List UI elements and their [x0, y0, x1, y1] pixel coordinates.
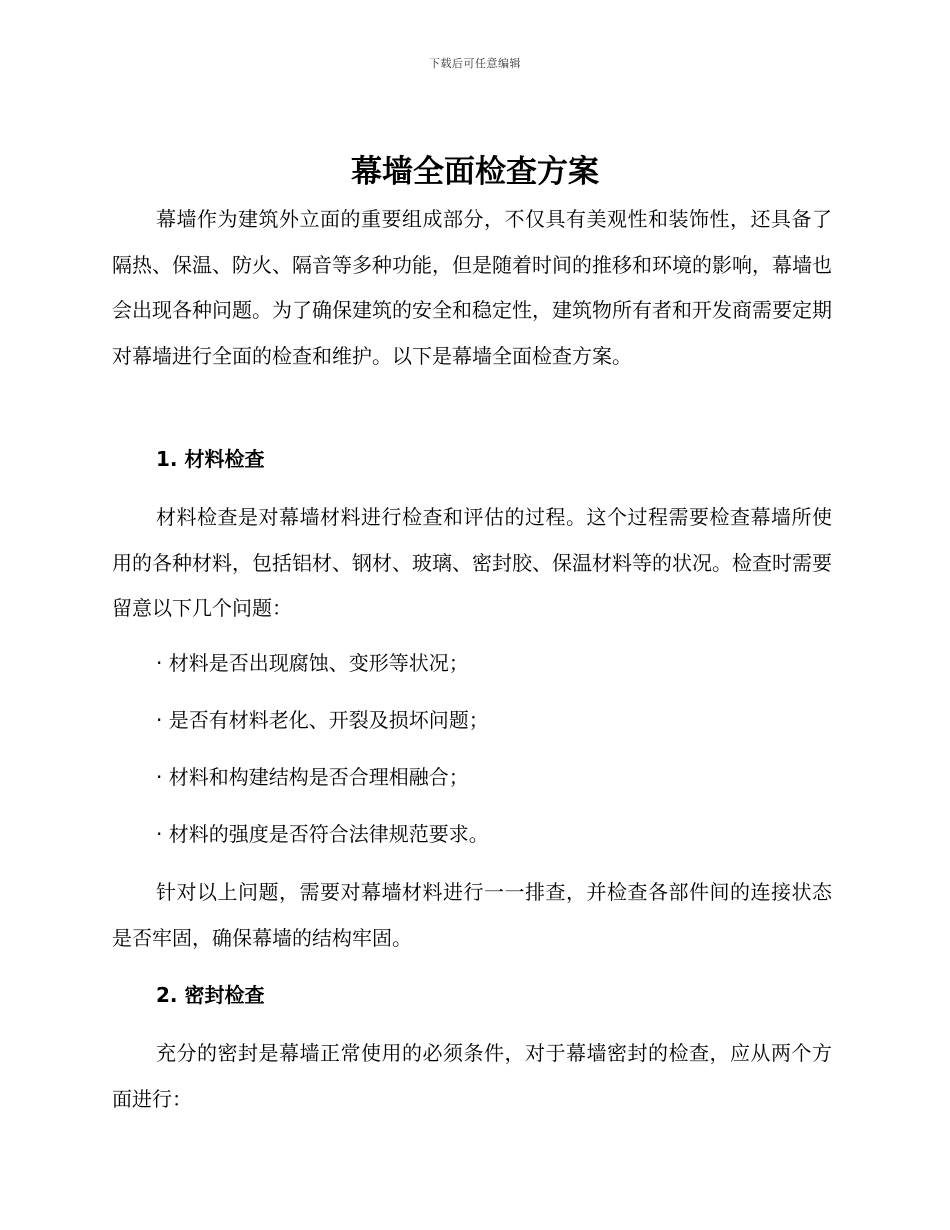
materials-conclusion: 针对以上问题，需要对幕墙材料进行一一排查，并检查各部件间的连接状态是否牢固，确保幕墙的结构牢固。 — [112, 880, 832, 950]
header-note: 下载后可任意编辑 — [429, 57, 521, 70]
materials-paragraph: 材料检查是对幕墙材料进行检查和评估的过程。这个过程需要检查幕墙所使用的各种材料，包括铝材、钢材、玻璃、密封胶、保温材料等的状况。检查时需要留意以下几个问题： — [112, 505, 832, 620]
materials-bullet-2: · 是否有材料老化、开裂及损坏问题； — [156, 708, 489, 732]
materials-bullet-4: · 材料的强度是否符合法律规范要求。 — [156, 822, 489, 846]
materials-bullet-3: · 材料和构建结构是否合理相融合； — [156, 765, 469, 789]
section-heading-materials: 1. 材料检查 — [156, 447, 265, 471]
section-heading-sealing: 2. 密封检查 — [156, 983, 265, 1007]
intro-paragraph: 幕墙作为建筑外立面的重要组成部分，不仅具有美观性和装饰性，还具备了隔热、保温、防火、隔音等多种功能，但是随着时间的推移和环境的影响，幕墙也会出现各种问题。为了确保建筑的安全和稳定性，建筑物所有者和开发商需要定期对幕墙进行全面的检查和维护。以下是幕墙全面检查方案。 — [112, 207, 832, 368]
materials-bullet-1: · 材料是否出现腐蚀、变形等状况； — [156, 651, 469, 675]
document-title: 幕墙全面检查方案 — [351, 154, 599, 190]
sealing-paragraph: 充分的密封是幕墙正常使用的必须条件，对于幕墙密封的检查，应从两个方面进行： — [112, 1041, 832, 1111]
